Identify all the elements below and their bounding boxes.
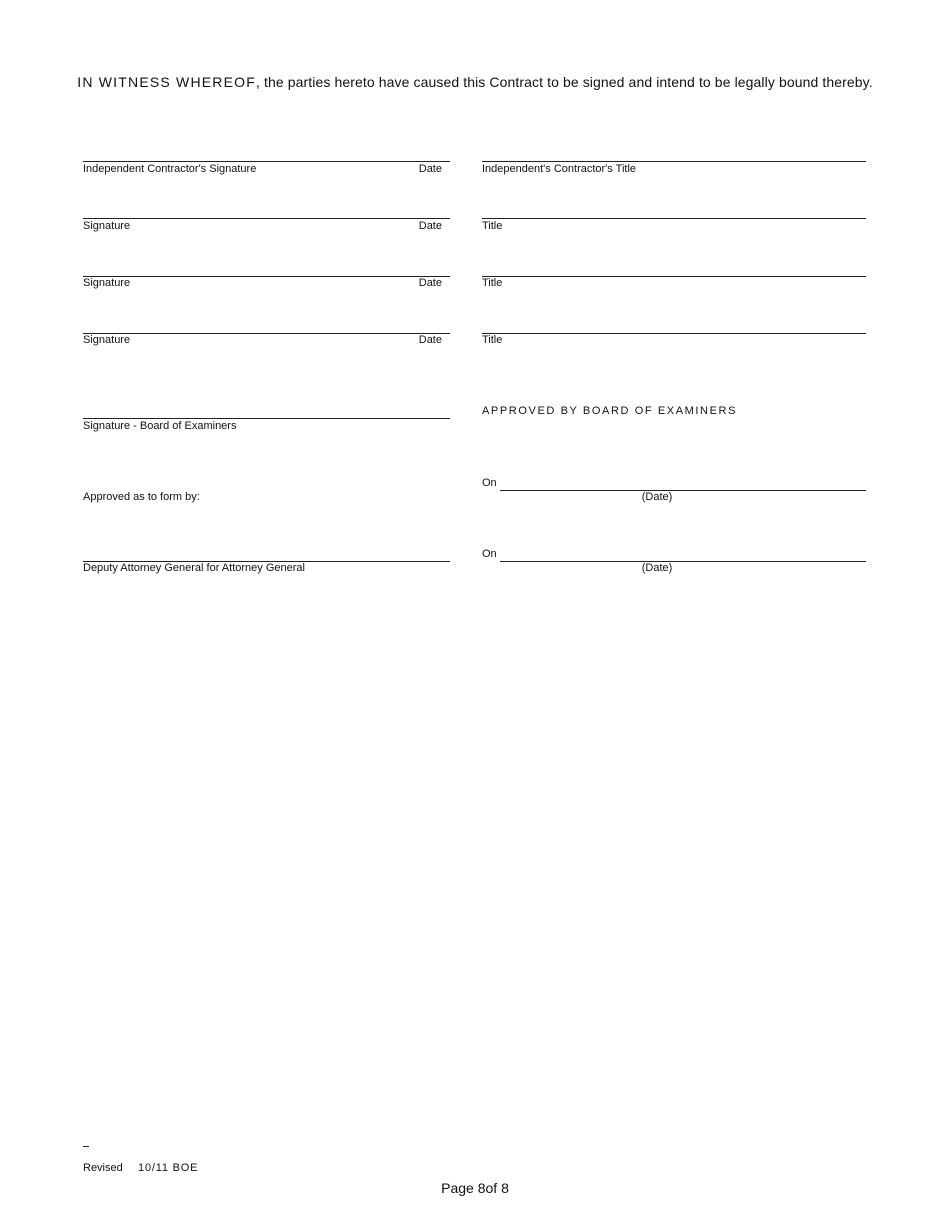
board-signature-line[interactable] [83, 418, 450, 419]
revised-label: Revised [83, 1162, 123, 1174]
attorney-on-label: On [482, 548, 497, 560]
approved-by-board-heading: APPROVED BY BOARD OF EXAMINERS [482, 405, 738, 417]
page-number: Page 8of 8 [441, 1180, 509, 1196]
board-date-caption: (Date) [641, 491, 673, 503]
witness-statement [0, 74, 950, 90]
date-label: Date [418, 163, 442, 175]
date-label: Date [418, 277, 442, 289]
date-label: Date [418, 334, 442, 346]
title-label: Title [482, 220, 503, 232]
board-signature-label: Signature - Board of Examiners [83, 420, 237, 432]
title-line[interactable] [482, 276, 866, 277]
contractor-signature-label: Independent Contractor's Signature [83, 163, 257, 175]
revision-note [83, 1162, 198, 1174]
signature-line[interactable] [83, 218, 450, 219]
contractor-signature-line[interactable] [83, 161, 450, 162]
attorney-date-caption: (Date) [641, 562, 673, 574]
approved-as-to-form-label: Approved as to form by: [83, 491, 200, 503]
date-label: Date [418, 220, 442, 232]
footer-divider [83, 1146, 89, 1147]
witness-rest: , the parties hereto have caused this Contract to be signed and intend to be legally bound thereby. [256, 74, 873, 90]
title-line[interactable] [482, 218, 866, 219]
witness-caps: IN WITNESS WHEREOF [77, 74, 256, 90]
signature-label: Signature [83, 334, 131, 346]
attorney-signature-label: Deputy Attorney General for Attorney General [83, 562, 305, 574]
signature-label: Signature [83, 277, 131, 289]
signature-label: Signature [83, 220, 131, 232]
contractor-title-line[interactable] [482, 161, 866, 162]
title-line[interactable] [482, 333, 866, 334]
title-label: Title [482, 277, 503, 289]
title-label: Title [482, 334, 503, 346]
revised-code: 10/11 BOE [138, 1162, 199, 1174]
contractor-title-label: Independent's Contractor's Title [482, 163, 637, 175]
board-on-label: On [482, 477, 497, 489]
